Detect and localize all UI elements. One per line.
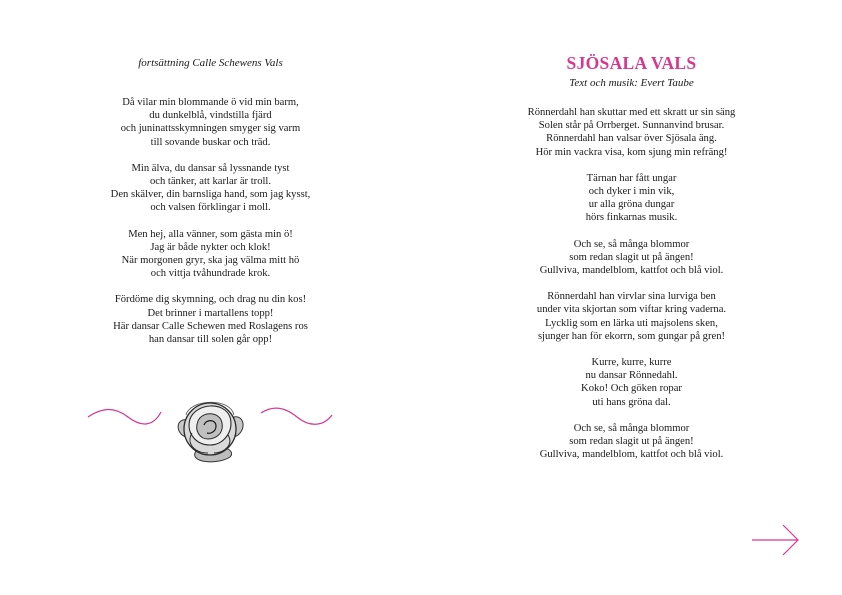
right-page <box>421 0 842 595</box>
stanza <box>0 162 421 215</box>
lyric-line: Fördöme dig skymning, och drag nu din kos! <box>114 294 307 306</box>
lyric-line: Kurre, kurre, kurre <box>591 357 672 369</box>
lyric-line: Det brinner i martallens topp! <box>147 307 274 319</box>
lyric-line: och dyker i min vik, <box>588 186 675 198</box>
lyric-line: du dunkelblå, vindstilla fjärd <box>149 110 272 122</box>
song-credits: Text och musik: Evert Taube <box>569 77 694 89</box>
right-wave-flourish-icon <box>261 408 332 424</box>
arrow-right-icon[interactable] <box>750 522 802 558</box>
lyric-line: och tänker, att karlar är troll. <box>149 176 272 188</box>
stanza <box>421 290 842 343</box>
stanza <box>421 356 842 409</box>
lyric-line: hörs finkarnas musik. <box>585 212 678 224</box>
lyric-line: nu dansar Rönnedahl. <box>585 370 678 382</box>
lyric-line: och vittja tvåhundrade krok. <box>150 268 271 280</box>
lyric-line: Solen står på Orrberget. Sunnanvind brusar. <box>538 120 725 132</box>
left-wave-flourish-icon <box>88 410 161 424</box>
lyric-line: Rönnerdahl han valsar över Sjösala äng. <box>546 133 717 145</box>
song-title: SJÖSALA VALS <box>566 53 697 73</box>
stanza <box>421 172 842 225</box>
rose-ornament <box>85 386 335 466</box>
rose-icon <box>178 402 243 462</box>
stanza <box>421 238 842 278</box>
lyric-line: Hör min vackra visa, kom sjung min refräng! <box>535 146 728 158</box>
lyric-line: som redan slagit ut på ängen! <box>569 251 694 263</box>
lyric-line: Men hej, alla vänner, som gästa min ö! <box>128 228 293 240</box>
continuation-subtitle: fortsättning Calle Schewens Vals <box>138 57 283 69</box>
lyric-line: Och se, så många blommor <box>573 422 690 434</box>
lyric-line: till sovande buskar och träd. <box>150 136 271 148</box>
stanza <box>0 293 421 346</box>
lyric-line: När morgonen gryr, ska jag välma mitt hö <box>121 255 300 267</box>
lyric-line: ur alla gröna dungar <box>588 199 675 211</box>
stanza <box>421 422 842 462</box>
lyric-line: Min älva, du dansar så lyssnande tyst <box>131 162 290 174</box>
right-lyrics <box>421 106 842 474</box>
lyric-line: Jag är både nykter och klok! <box>150 241 271 253</box>
lyric-line: Rönnerdahl han virvlar sina lurviga ben <box>547 291 716 303</box>
lyric-line: och juninattsskymningen smyger sig varm <box>120 123 301 135</box>
lyric-line: Och se, så många blommor <box>573 238 690 250</box>
stanza <box>421 106 842 159</box>
stanza <box>0 228 421 281</box>
lyric-line: Här dansar Calle Schewen med Roslagens ros <box>113 320 308 332</box>
stanza <box>0 96 421 149</box>
lyric-line: uti hans gröna dal. <box>592 396 671 408</box>
lyric-line: Gullviva, mandelblom, kattfot och blå viol. <box>539 449 724 461</box>
lyric-line: Rönnerdahl han skuttar med ett skratt ur sin säng <box>527 107 736 118</box>
lyric-line: han dansar till solen går opp! <box>148 334 273 346</box>
lyric-line: Tärnan har fått ungar <box>586 172 677 184</box>
lyric-line: Lycklig som en lärka uti majsolens sken, <box>545 317 718 329</box>
left-lyrics <box>0 96 421 359</box>
lyric-line: Då vilar min blommande ö vid min barm, <box>122 97 299 108</box>
lyric-line: Den skälver, din barnsliga hand, som jag kysst, <box>110 189 311 201</box>
lyric-line: Koko! Och göken ropar <box>581 383 682 395</box>
lyric-line: under vita skjortan som viftar kring vaderna. <box>536 304 727 316</box>
lyric-line: sjunger han för ekorrn, som gungar på gren! <box>537 330 726 342</box>
lyric-line: Gullviva, mandelblom, kattfot och blå viol. <box>539 265 724 277</box>
lyric-line: som redan slagit ut på ängen! <box>569 436 694 448</box>
lyric-line: och valsen förklingar i moll. <box>150 202 271 214</box>
